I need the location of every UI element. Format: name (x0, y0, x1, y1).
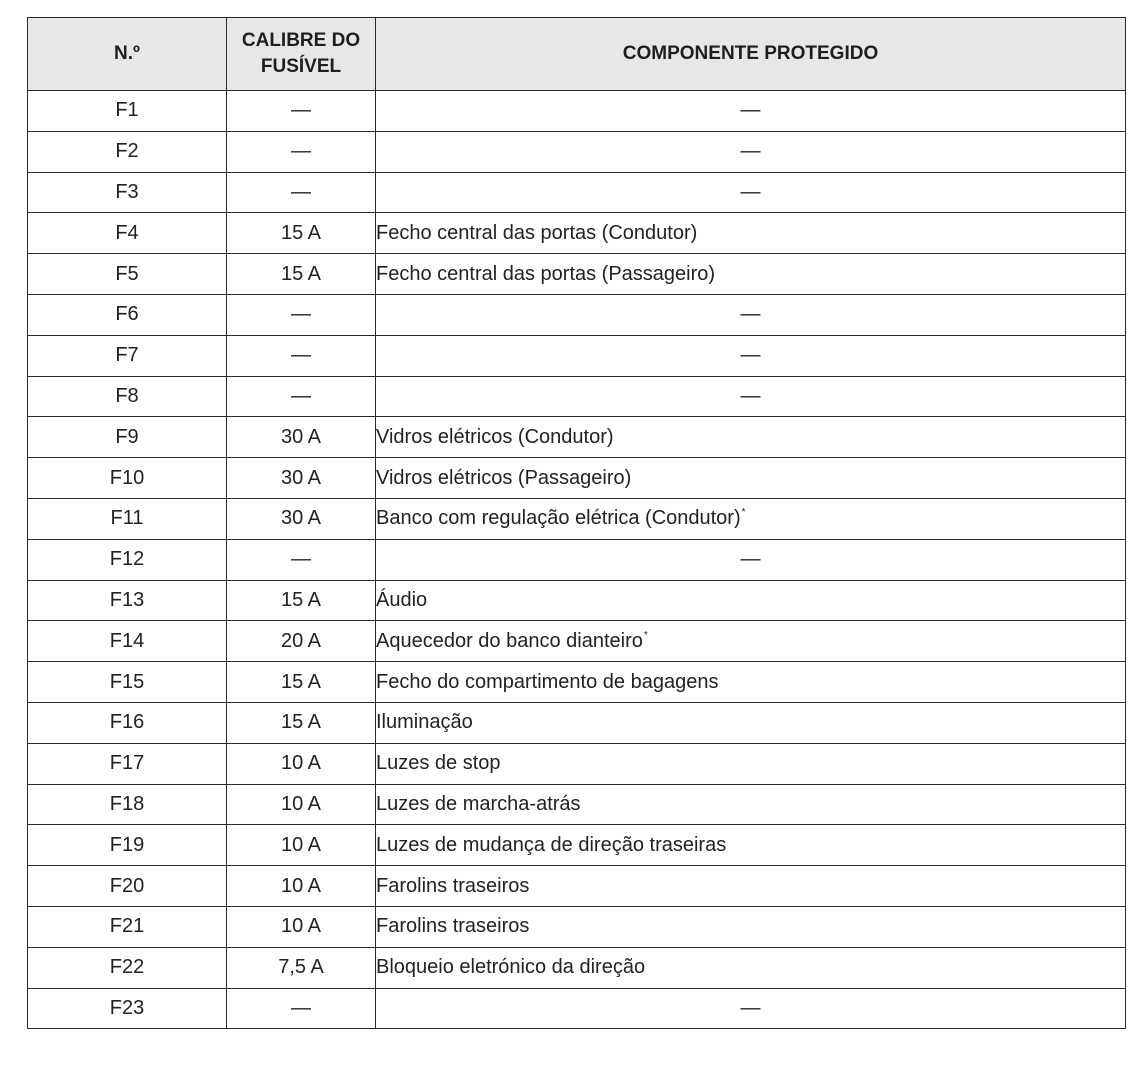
fuse-rating: 20 A (227, 621, 376, 662)
component-text: Aquecedor do banco dianteiro (376, 629, 643, 652)
protected-component (376, 335, 1126, 376)
protected-component (376, 988, 1126, 1029)
component-text: — (740, 996, 761, 1019)
table-row (28, 335, 1126, 376)
table-row (28, 866, 1126, 907)
fuse-number: F10 (28, 458, 227, 499)
protected-component (376, 621, 1126, 662)
fuse-rating: — (227, 539, 376, 580)
fuse-rating: — (227, 294, 376, 335)
fuse-number: F23 (28, 988, 227, 1029)
component-text: Banco com regulação elétrica (Condutor) (376, 507, 741, 530)
component-text: Fecho central das portas (Condutor) (376, 221, 698, 244)
fuse-number: F5 (28, 254, 227, 295)
fuse-number: F14 (28, 621, 227, 662)
fuse-number: F18 (28, 784, 227, 825)
component-text: Vidros elétricos (Passageiro) (376, 466, 632, 489)
table-row (28, 580, 1126, 621)
component-text: Luzes de marcha-atrás (376, 792, 581, 815)
fuse-number: F7 (28, 335, 227, 376)
table-row (28, 172, 1126, 213)
fuse-number: F13 (28, 580, 227, 621)
table-row (28, 988, 1126, 1029)
fuse-rating: 10 A (227, 906, 376, 947)
header-rating (227, 18, 376, 91)
fuse-table (27, 17, 1126, 1029)
fuse-number: F9 (28, 417, 227, 458)
fuse-rating: 30 A (227, 417, 376, 458)
fuse-number: F12 (28, 539, 227, 580)
fuse-rating: 15 A (227, 702, 376, 743)
table-row (28, 294, 1126, 335)
protected-component (376, 539, 1126, 580)
protected-component (376, 417, 1126, 458)
table-row (28, 498, 1126, 539)
protected-component (376, 947, 1126, 988)
header-rating-line2: FUSÍVEL (260, 56, 342, 77)
table-row (28, 743, 1126, 784)
fuse-number: F19 (28, 825, 227, 866)
protected-component (376, 662, 1126, 703)
fuse-rating: — (227, 335, 376, 376)
fuse-number: F1 (28, 91, 227, 132)
fuse-number: F4 (28, 213, 227, 254)
protected-component (376, 580, 1126, 621)
fuse-number: F20 (28, 866, 227, 907)
component-text: — (740, 140, 761, 163)
component-text: Fecho do compartimento de bagagens (376, 670, 719, 693)
component-text: Bloqueio eletrónico da direção (376, 956, 646, 979)
component-text: — (740, 180, 761, 203)
fuse-number: F17 (28, 743, 227, 784)
protected-component (376, 254, 1126, 295)
fuse-rating: 15 A (227, 254, 376, 295)
component-text: Luzes de stop (376, 752, 501, 775)
table-row (28, 784, 1126, 825)
table-row (28, 213, 1126, 254)
table-row (28, 376, 1126, 417)
fuse-rating: 30 A (227, 498, 376, 539)
protected-component (376, 213, 1126, 254)
protected-component (376, 376, 1126, 417)
protected-component (376, 784, 1126, 825)
fuse-number: F22 (28, 947, 227, 988)
fuse-number: F2 (28, 131, 227, 172)
footnote-marker: * (741, 507, 746, 519)
fuse-rating: 7,5 A (227, 947, 376, 988)
fuse-number: F3 (28, 172, 227, 213)
fuse-rating: — (227, 988, 376, 1029)
protected-component (376, 172, 1126, 213)
fuse-number: F6 (28, 294, 227, 335)
component-text: Farolins traseiros (376, 915, 530, 938)
footnote-marker: * (643, 629, 648, 641)
fuse-number: F21 (28, 906, 227, 947)
table-row (28, 947, 1126, 988)
table-row (28, 825, 1126, 866)
table-row (28, 702, 1126, 743)
protected-component (376, 91, 1126, 132)
table-row (28, 621, 1126, 662)
fuse-rating: — (227, 131, 376, 172)
protected-component (376, 294, 1126, 335)
fuse-rating: — (227, 91, 376, 132)
protected-component (376, 743, 1126, 784)
fuse-rating: — (227, 376, 376, 417)
protected-component (376, 702, 1126, 743)
component-text: Luzes de mudança de direção traseiras (376, 833, 727, 856)
component-text: Iluminação (376, 711, 473, 734)
fuse-number: F16 (28, 702, 227, 743)
protected-component (376, 866, 1126, 907)
fuse-rating: 30 A (227, 458, 376, 499)
table-row (28, 254, 1126, 295)
component-text: — (740, 384, 761, 407)
component-text: — (740, 303, 761, 326)
fuse-rating: 15 A (227, 662, 376, 703)
component-text: Fecho central das portas (Passageiro) (376, 262, 716, 285)
protected-component (376, 825, 1126, 866)
fuse-rating: 10 A (227, 825, 376, 866)
table-row (28, 662, 1126, 703)
protected-component (376, 131, 1126, 172)
fuse-rating: 10 A (227, 784, 376, 825)
table-row (28, 131, 1126, 172)
component-text: Farolins traseiros (376, 874, 530, 897)
fuse-rating: 10 A (227, 743, 376, 784)
table-body (28, 91, 1126, 1029)
protected-component (376, 458, 1126, 499)
fuse-number: F8 (28, 376, 227, 417)
component-text: Vidros elétricos (Condutor) (376, 425, 614, 448)
component-text: — (740, 548, 761, 571)
table-row (28, 417, 1126, 458)
fuse-number: F15 (28, 662, 227, 703)
fuse-rating: 15 A (227, 213, 376, 254)
table-row (28, 458, 1126, 499)
table-header-row (28, 18, 1126, 91)
header-rating-line1: CALIBRE DO (241, 30, 361, 51)
protected-component (376, 498, 1126, 539)
table-row (28, 91, 1126, 132)
header-component: COMPONENTE PROTEGIDO (376, 18, 1126, 91)
fuse-rating: — (227, 172, 376, 213)
fuse-rating: 15 A (227, 580, 376, 621)
component-text: Áudio (376, 588, 428, 611)
table-row (28, 539, 1126, 580)
protected-component (376, 906, 1126, 947)
fuse-rating: 10 A (227, 866, 376, 907)
fuse-number: F11 (28, 498, 227, 539)
table-row (28, 906, 1126, 947)
header-number: N.º (28, 18, 227, 91)
component-text: — (740, 344, 761, 367)
component-text: — (740, 99, 761, 122)
